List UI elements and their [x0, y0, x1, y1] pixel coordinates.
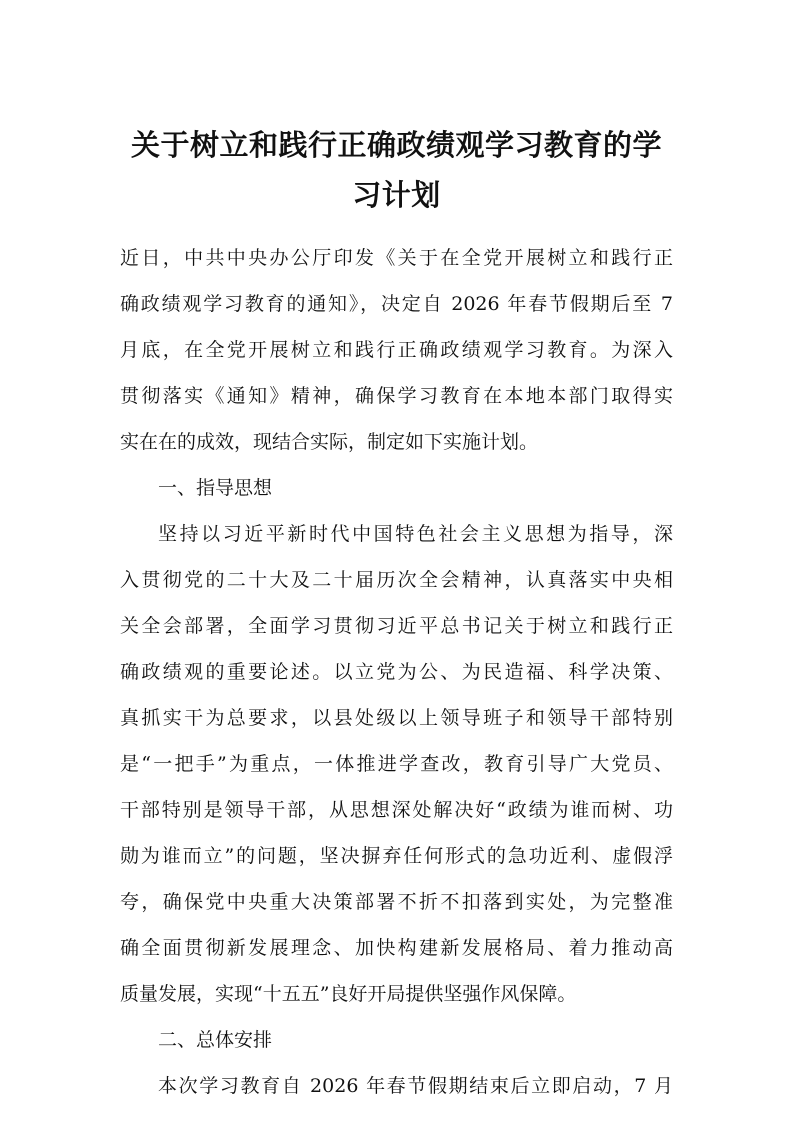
section-heading-overall-arrangement: 二、总体安排 [158, 1029, 273, 1051]
intro-line-4: 贯彻落实《通知》精神，确保学习教育在本地本部门取得实 [120, 385, 673, 407]
section1-line-11: 质量发展，实现“十五五”良好开局提供坚强作风保障。 [120, 983, 577, 1005]
section-heading-guiding-ideology: 一、指导思想 [158, 477, 273, 499]
section1-line-7: 干部特别是领导干部，从思想深处解决好“政绩为谁而树、功 [120, 799, 673, 821]
section1-line-9: 夸，确保党中央重大决策部署不折不扣落到实处，为完整准 [120, 891, 673, 913]
intro-line-5: 实在在的成效，现结合实际，制定如下实施计划。 [120, 431, 539, 453]
section1-line-10: 确全面贯彻新发展理念、加快构建新发展格局、着力推动高 [120, 937, 673, 959]
section1-line-8: 勋为谁而立”的问题，坚决摒弃任何形式的急功近利、虚假浮 [120, 845, 673, 867]
section1-line-4: 确政绩观的重要论述。以立党为公、为民造福、科学决策、 [120, 661, 673, 683]
intro-line-3: 月底，在全党开展树立和践行正确政绩观学习教育。为深入 [120, 339, 673, 361]
section2-line-1: 本次学习教育自 2026 年春节假期结束后立即启动，7 月 [158, 1075, 673, 1097]
section1-line-3: 关全会部署，全面学习贯彻习近平总书记关于树立和践行正 [120, 615, 673, 637]
document-title-line-1: 关于树立和践行正确政绩观学习教育的学 [130, 128, 662, 162]
section1-line-5: 真抓实干为总要求，以县处级以上领导班子和领导干部特别 [120, 707, 673, 729]
section1-line-1: 坚持以习近平新时代中国特色社会主义思想为指导，深 [158, 523, 673, 545]
intro-line-2: 确政绩观学习教育的通知》，决定自 2026 年春节假期后至 7 [120, 293, 673, 315]
intro-line-1: 近日，中共中央办公厅印发《关于在全党开展树立和践行正 [120, 247, 673, 269]
document-title-line-2: 习计划 [352, 178, 441, 212]
section1-line-2: 入贯彻党的二十大及二十届历次全会精神，认真落实中央相 [120, 569, 673, 591]
section1-line-6: 是“一把手”为重点，一体推进学查改，教育引导广大党员、 [120, 753, 673, 775]
